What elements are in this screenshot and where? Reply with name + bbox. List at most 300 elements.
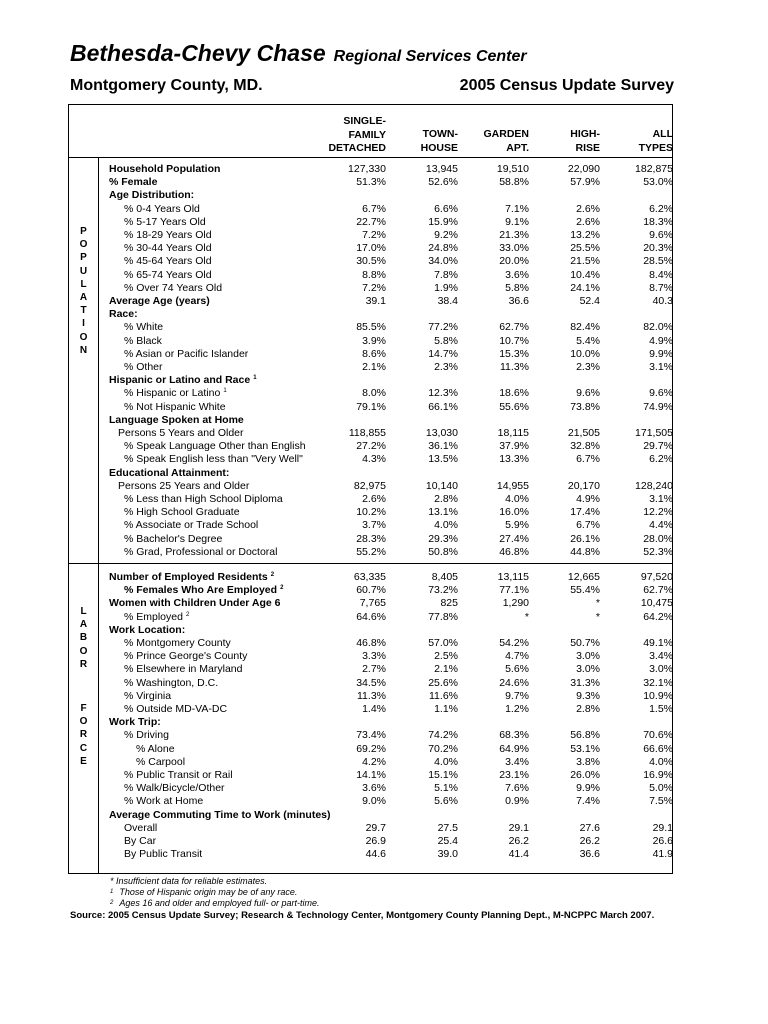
table-row [69, 716, 672, 729]
row-label: Persons 25 Years and Older [118, 479, 250, 492]
row-value: 70.6% [643, 729, 673, 742]
row-value: 7.2% [362, 229, 386, 241]
table-row [69, 242, 672, 255]
table-row [69, 533, 672, 546]
row-value: 50.7% [570, 637, 600, 649]
row-value: 21.3% [499, 229, 529, 241]
row-value: 29.7 [365, 821, 386, 834]
row-value: 38.4 [437, 295, 458, 307]
row-label: % Not Hispanic White [124, 400, 226, 413]
row-value: 9.1% [505, 215, 529, 228]
row-value: 7.2% [362, 281, 386, 294]
row-value: 29.1 [652, 821, 673, 834]
row-label: % 45-64 Years Old [124, 255, 212, 268]
row-value: 57.9% [570, 176, 600, 189]
row-value: 7.8% [434, 268, 458, 281]
table-row [69, 387, 672, 400]
row-value: 41.4 [508, 848, 529, 861]
row-label: % Females Who Are Employed $^2$ [124, 584, 284, 597]
row-label: Work Location: [109, 623, 186, 636]
row-value: * [595, 610, 600, 623]
row-value: 3.7% [362, 519, 386, 532]
row-value: 37.9% [499, 440, 529, 453]
row-value: 79.1% [356, 400, 386, 413]
row-value: 21,505 [567, 427, 600, 439]
row-value: 62.7% [499, 321, 529, 334]
row-value: 33.0% [499, 242, 529, 255]
row-value: 22,090 [567, 163, 600, 175]
row-value: 24.1% [570, 281, 600, 294]
row-label: % Other [124, 361, 163, 373]
row-value: 3.1% [649, 493, 673, 505]
row-value: 2.8% [434, 493, 458, 505]
census-table [68, 104, 673, 874]
row-value: 5.1% [434, 782, 458, 795]
row-value: 27.4% [499, 532, 529, 545]
table-row [69, 703, 672, 716]
row-value: 6.7% [576, 453, 600, 466]
row-value: 27.5 [437, 821, 458, 834]
row-value: 8.7% [649, 281, 673, 294]
footnotes [110, 876, 319, 909]
row-value: 4.0% [434, 755, 458, 768]
table-row [69, 189, 672, 202]
row-value: 55.6% [499, 400, 529, 413]
row-label: Persons 5 Years and Older [118, 427, 244, 439]
row-label: % 5-17 Years Old [124, 215, 206, 228]
row-value: 55.4% [570, 584, 600, 597]
row-value: 171,505 [635, 427, 673, 439]
row-value: 12.2% [643, 506, 673, 519]
row-value: 24.6% [499, 676, 529, 689]
row-label: % Over 74 Years Old [124, 281, 223, 294]
row-label: % Public Transit or Rail [124, 769, 233, 781]
row-value: 15.1% [428, 769, 458, 781]
row-value: 127,330 [348, 163, 386, 175]
row-value: 62.7% [643, 584, 673, 597]
row-value: 2.1% [362, 361, 386, 373]
row-value: 8.0% [362, 387, 386, 400]
row-value: 4.0% [505, 493, 529, 505]
row-value: 73.4% [356, 729, 386, 742]
row-label: % Work at Home [124, 795, 204, 808]
row-value: 6.7% [576, 519, 600, 532]
row-value: 9.0% [362, 795, 386, 808]
row-value: 3.9% [362, 334, 386, 347]
row-value: 118,855 [348, 427, 386, 439]
table-row [69, 822, 672, 835]
row-value: 3.0% [649, 663, 673, 676]
row-value: 5.6% [434, 795, 458, 808]
row-value: 16.0% [499, 506, 529, 519]
table-row [69, 255, 672, 268]
table-row [69, 216, 672, 229]
row-label: % Asian or Pacific Islander [124, 347, 249, 360]
table-row [69, 743, 672, 756]
row-value: 25.5% [570, 242, 600, 255]
row-value: 13.3% [499, 453, 529, 466]
row-value: 5.4% [576, 334, 600, 347]
row-value: 52.4 [579, 295, 600, 307]
row-label: % Outside MD-VA-DC [124, 703, 228, 715]
row-value: 18.6% [499, 387, 529, 400]
title-sub: Regional Services Center [333, 48, 527, 65]
row-value: 21.5% [570, 255, 600, 268]
row-value: 1.9% [434, 281, 458, 294]
row-value: 44.8% [570, 545, 600, 558]
row-value: 13,115 [497, 571, 529, 583]
row-value: 3.3% [362, 650, 386, 663]
table-row [69, 440, 672, 453]
row-value: 51.3% [356, 176, 386, 189]
row-value: 6.2% [649, 453, 673, 466]
row-value: 7.5% [649, 795, 673, 808]
row-value: 77.2% [428, 321, 458, 334]
row-value: 12.3% [428, 387, 458, 400]
row-label: Number of Employed Residents $^2$ [109, 571, 275, 583]
row-label: Race: [109, 308, 138, 321]
table-row [69, 493, 672, 506]
row-value: 2.3% [576, 361, 600, 373]
table-row [69, 480, 672, 493]
section-divider [69, 563, 672, 564]
row-value: 28.3% [356, 532, 386, 545]
row-label: By Public Transit [124, 848, 203, 861]
table-row [69, 348, 672, 361]
row-value: 3.6% [362, 782, 386, 795]
table-row [69, 809, 672, 822]
row-value: 7.6% [505, 782, 529, 795]
row-label: Age Distribution: [109, 189, 195, 202]
row-value: 7.1% [505, 202, 529, 215]
row-value: 41.9 [652, 848, 673, 861]
row-label: % 65-74 Years Old [124, 268, 212, 281]
row-label: % Prince George's County [124, 650, 248, 663]
row-value: 7,765 [359, 597, 386, 610]
row-value: 74.2% [428, 729, 458, 742]
row-value: 14.7% [428, 347, 458, 360]
row-value: 182,875 [635, 163, 673, 175]
section-label-population: P O P U L A T I O N [79, 226, 88, 356]
row-value: 25.4 [437, 835, 458, 847]
row-value: 9.9% [576, 782, 600, 795]
row-value: 0.9% [505, 795, 529, 808]
row-value: 825 [440, 597, 458, 610]
table-row [69, 624, 672, 637]
row-value: 3.8% [576, 755, 600, 768]
row-value: * [595, 597, 600, 610]
row-label: By Car [124, 835, 157, 847]
row-value: 4.9% [649, 334, 673, 347]
row-value: 31.3% [570, 676, 600, 689]
row-value: 9.3% [576, 689, 600, 702]
table-row [69, 374, 672, 387]
table-row [69, 519, 672, 532]
row-value: 25.6% [428, 676, 458, 689]
table-row [69, 467, 672, 480]
row-value: 66.1% [428, 400, 458, 413]
row-value: 7.4% [576, 795, 600, 808]
row-value: 66.6% [643, 742, 673, 755]
row-label: % Female [109, 176, 158, 189]
row-value: 10.9% [643, 689, 673, 702]
row-label: % Elsewhere in Maryland [124, 663, 243, 676]
row-label: Work Trip: [109, 716, 161, 729]
table-row [69, 729, 672, 742]
row-value: 3.0% [576, 663, 600, 676]
row-value: 10,475 [640, 597, 673, 610]
row-label: % Less than High School Diploma [124, 493, 283, 505]
table-row [69, 321, 672, 334]
table-row [69, 756, 672, 769]
row-value: 29.7% [643, 440, 673, 453]
row-value: 1,290 [502, 597, 529, 610]
row-value: 29.3% [428, 532, 458, 545]
row-value: 9.6% [649, 387, 673, 400]
row-label: % 0-4 Years Old [124, 202, 200, 215]
table-row [69, 401, 672, 414]
table-row [69, 414, 672, 427]
row-value: 2.5% [434, 650, 458, 663]
row-value: 14,955 [496, 479, 529, 492]
row-value: 5.0% [649, 782, 673, 795]
row-value: 23.1% [499, 769, 529, 781]
row-value: 9.7% [505, 689, 529, 702]
row-value: 64.6% [356, 610, 386, 623]
row-value: 11.3% [500, 361, 529, 373]
row-label: % 18-29 Years Old [124, 229, 212, 241]
table-row [69, 690, 672, 703]
table-row [69, 506, 672, 519]
row-value: 3.6% [505, 268, 529, 281]
row-value: 4.4% [649, 519, 673, 532]
row-value: 32.1% [643, 676, 673, 689]
row-label: Language Spoken at Home [109, 413, 244, 426]
row-value: 60.7% [356, 584, 386, 597]
row-value: 4.7% [505, 650, 529, 663]
row-value: 49.1% [643, 637, 673, 649]
row-value: 2.1% [434, 663, 458, 676]
table-row [69, 229, 672, 242]
section-label-force: F O R C E [79, 703, 88, 767]
footnote-1: $^1$ Those of Hispanic origin may be of any race. [110, 887, 298, 897]
table-row [69, 637, 672, 650]
row-value: 50.8% [428, 545, 458, 558]
row-value: 97,520 [640, 571, 673, 583]
row-value: 6.7% [362, 202, 386, 215]
row-value: 5.9% [505, 519, 529, 532]
table-row [69, 176, 672, 189]
row-value: 26.1% [570, 532, 600, 545]
row-value: 15.9% [428, 215, 458, 228]
row-value: 8.4% [649, 268, 673, 281]
row-value: 27.2% [356, 440, 386, 453]
row-value: 57.0% [428, 637, 458, 649]
row-label: Women with Children Under Age 6 [109, 597, 281, 610]
row-label: % Speak Language Other than English [124, 440, 306, 453]
row-label: % Speak English less than "Very Well" [124, 453, 303, 466]
row-value: 56.8% [570, 729, 600, 742]
table-row [69, 269, 672, 282]
row-label: Household Population [109, 163, 221, 175]
row-label: % Hispanic or Latino $^1$ [124, 387, 227, 400]
row-label: % Bachelor's Degree [124, 532, 223, 545]
table-row [69, 335, 672, 348]
table-row [69, 769, 672, 782]
row-label: % Virginia [124, 689, 172, 702]
row-value: 44.6 [365, 848, 386, 861]
row-value: 4.2% [362, 755, 386, 768]
row-value: * [524, 610, 529, 623]
table-row [69, 677, 672, 690]
row-value: 10.4% [570, 268, 600, 281]
column-header: ALL TYPES [638, 128, 673, 154]
table-row [69, 835, 672, 848]
row-value: 26.2 [508, 835, 529, 847]
table-row [69, 546, 672, 559]
row-value: 20,170 [567, 479, 600, 492]
row-value: 13.1% [428, 506, 458, 519]
row-value: 36.6 [579, 848, 600, 861]
row-value: 17.4% [570, 506, 600, 519]
row-value: 24.8% [428, 242, 458, 255]
row-value: 9.9% [649, 347, 673, 360]
source-note: Source: 2005 Census Update Survey; Research & Technology Center, Montgomery County Planning Dept., M-NCPPC March 2007. [70, 910, 655, 921]
row-label: % Montgomery County [124, 637, 231, 649]
row-value: 30.5% [356, 255, 386, 268]
row-label: % Carpool [136, 755, 186, 768]
row-value: 5.8% [434, 334, 458, 347]
survey-label: 2005 Census Update Survey [459, 77, 674, 94]
table-row [69, 361, 672, 374]
row-value: 8,405 [431, 571, 458, 583]
row-label: % Washington, D.C. [124, 676, 219, 689]
row-value: 4.0% [434, 519, 458, 532]
table-row [69, 782, 672, 795]
row-value: 13.5% [428, 453, 458, 466]
footnote-asterisk: * Insufficient data for reliable estimates. [110, 876, 268, 886]
row-value: 26.6 [652, 835, 673, 847]
row-label: % 30-44 Years Old [124, 242, 212, 255]
row-value: 8.8% [362, 268, 386, 281]
row-value: 68.3% [499, 729, 529, 742]
row-label: % Employed $^2$ [124, 610, 190, 623]
header-divider [69, 157, 672, 158]
row-value: 39.1 [365, 295, 386, 307]
row-value: 2.6% [362, 493, 386, 505]
row-value: 32.8% [570, 440, 600, 453]
row-value: 13.2% [570, 229, 600, 241]
row-value: 53.1% [570, 742, 600, 755]
row-value: 9.2% [434, 229, 458, 241]
row-value: 36.6 [508, 295, 529, 307]
row-value: 82,975 [353, 479, 386, 492]
row-value: 55.2% [356, 545, 386, 558]
row-value: 2.7% [362, 663, 386, 676]
row-value: 16.9% [643, 769, 673, 781]
table-row [69, 650, 672, 663]
row-value: 20.3% [643, 242, 673, 255]
page-title [70, 40, 527, 67]
table-row [69, 282, 672, 295]
row-value: 2.6% [576, 202, 600, 215]
row-value: 46.8% [356, 637, 386, 649]
table-row [69, 611, 672, 624]
row-value: 3.4% [505, 755, 529, 768]
row-value: 53.0% [643, 176, 673, 189]
row-value: 77.1% [499, 584, 529, 597]
column-header: TOWN- HOUSE [420, 128, 458, 154]
row-value: 64.2% [643, 610, 673, 623]
row-value: 10.0% [570, 347, 600, 360]
row-value: 1.5% [649, 703, 673, 715]
row-value: 20.0% [499, 255, 529, 268]
row-label: % Grad, Professional or Doctoral [124, 545, 278, 558]
row-value: 15.3% [499, 347, 529, 360]
column-header: HIGH- RISE [570, 128, 600, 154]
row-value: 10.7% [499, 334, 529, 347]
row-value: 73.8% [570, 400, 600, 413]
table-row [69, 203, 672, 216]
row-value: 4.0% [649, 755, 673, 768]
footnote-2: $^2$ Ages 16 and older and employed full- or part-time. [110, 898, 320, 908]
row-value: 52.6% [428, 176, 458, 189]
row-value: 77.8% [428, 610, 458, 623]
row-value: 9.6% [649, 229, 673, 241]
row-value: 5.6% [505, 663, 529, 676]
row-value: 17.0% [356, 242, 386, 255]
row-value: 2.6% [576, 215, 600, 228]
row-value: 14.1% [356, 769, 386, 781]
row-label: % White [124, 321, 164, 334]
row-value: 1.1% [434, 703, 458, 715]
table-row [69, 795, 672, 808]
row-value: 26.9 [365, 835, 386, 847]
row-label: % Walk/Bicycle/Other [124, 782, 225, 795]
row-value: 3.4% [649, 650, 673, 663]
row-value: 58.8% [499, 176, 529, 189]
row-value: 8.6% [362, 347, 386, 360]
table-row [69, 308, 672, 321]
row-value: 6.2% [649, 202, 673, 215]
row-value: 28.5% [643, 255, 673, 268]
row-value: 19,510 [496, 163, 529, 175]
row-value: 11.6% [429, 689, 458, 702]
row-value: 128,240 [635, 479, 673, 492]
row-value: 10,140 [425, 479, 458, 492]
table-row [69, 427, 672, 440]
row-value: 4.3% [362, 453, 386, 466]
table-row [69, 453, 672, 466]
row-value: 1.4% [362, 703, 386, 715]
row-label: % Associate or Trade School [124, 519, 259, 532]
row-value: 29.1 [508, 821, 529, 834]
row-label: % Black [124, 334, 162, 347]
row-value: 27.6 [579, 821, 600, 834]
table-row [69, 295, 672, 308]
row-value: 10.2% [356, 506, 386, 519]
row-label: Average Age (years) [109, 295, 210, 307]
row-value: 69.2% [356, 742, 386, 755]
row-value: 36.1% [428, 440, 458, 453]
row-value: 63,335 [353, 571, 386, 583]
row-label: % Alone [136, 742, 175, 755]
row-value: 3.1% [649, 361, 673, 373]
row-value: 28.0% [643, 532, 673, 545]
row-value: 12,665 [567, 571, 600, 583]
row-value: 4.9% [576, 493, 600, 505]
table-row [69, 663, 672, 676]
